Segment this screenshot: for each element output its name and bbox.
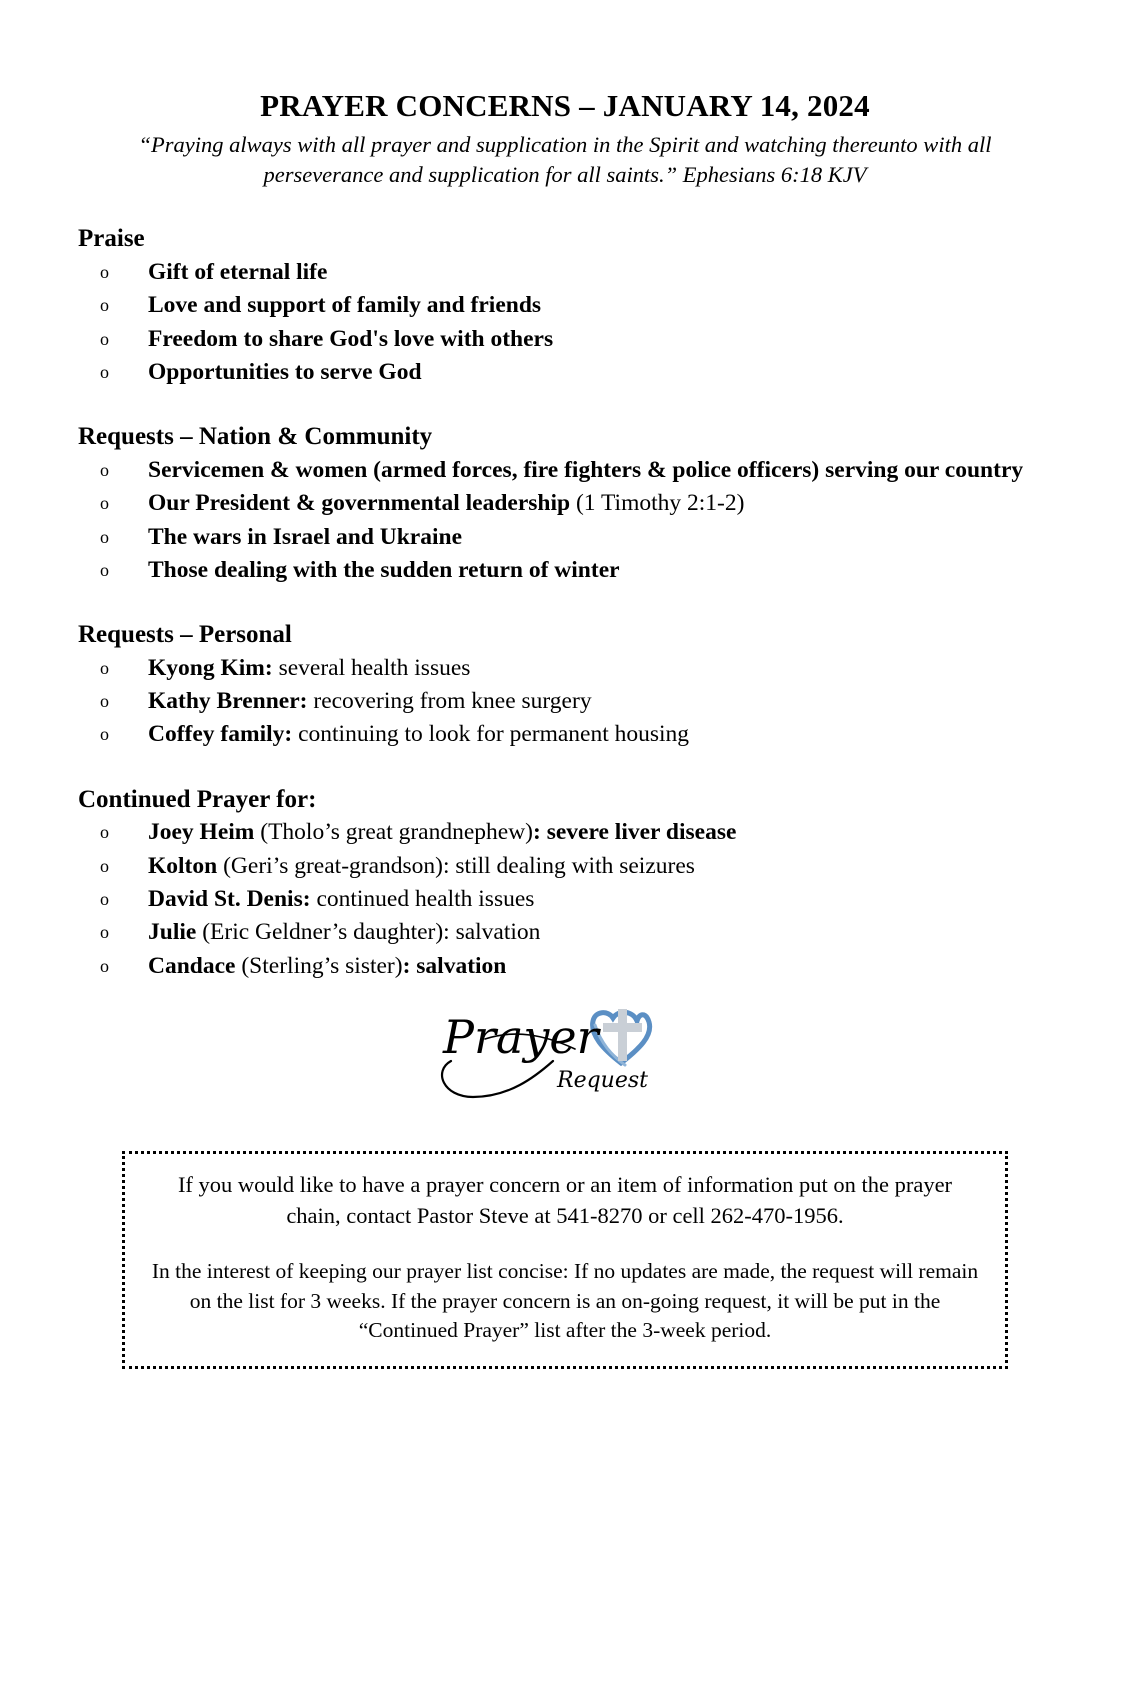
item-tail: : salvation — [402, 952, 507, 979]
circle-bullet-icon: o — [100, 822, 109, 843]
scripture-line-1: “Praying always with all prayer and supplication in the Spirit and watching thereunto with all — [138, 132, 992, 157]
list-item — [0, 454, 1130, 487]
list-item — [0, 256, 1130, 289]
item-detail: (Sterling’s sister) — [235, 952, 403, 979]
circle-bullet-icon: o — [100, 955, 109, 976]
list-item — [0, 289, 1130, 322]
circle-bullet-icon: o — [100, 922, 109, 943]
list-item — [0, 554, 1130, 587]
logo-script-text: Prayer — [443, 1010, 599, 1065]
prayer-request-logo-graphic — [425, 1005, 705, 1115]
list-item — [0, 685, 1130, 718]
notice-box — [122, 1151, 1008, 1369]
item-detail: continuing to look for permanent housing — [292, 721, 690, 748]
page-title: PRAYER CONCERNS – JANUARY 14, 2024 — [260, 88, 870, 123]
circle-bullet-icon: o — [100, 889, 109, 910]
item-main: David St. Denis: — [148, 886, 311, 913]
item-main: Kyong Kim: — [148, 654, 273, 681]
item-main: Freedom to share God's love with others — [148, 325, 554, 352]
section-praise — [0, 225, 1130, 389]
item-main: Servicemen & women (armed forces, fire fighters & police officers) serving our country — [148, 456, 1024, 483]
circle-bullet-icon: o — [100, 493, 109, 514]
section-heading-praise: Praise — [78, 225, 145, 253]
logo-sub-text: Request — [557, 1068, 648, 1094]
circle-bullet-icon: o — [100, 657, 109, 678]
item-main: Those dealing with the sudden return of winter — [148, 556, 620, 583]
item-main: Kolton — [148, 852, 218, 879]
cross-horizontal-icon — [603, 1023, 642, 1032]
item-detail: (1 Timothy 2:1-2) — [570, 490, 745, 517]
section-heading-nation-community: Requests – Nation & Community — [78, 423, 433, 451]
list-item — [0, 521, 1130, 554]
personal-list — [0, 652, 1130, 752]
circle-bullet-icon: o — [100, 361, 109, 382]
notice-paragraph-contact: If you would like to have a prayer concern or an item of information put on the prayer chain, contact Pastor Steve at 541-8270 or cell 262-470-1956. — [177, 1172, 953, 1228]
item-main: Kathy Brenner: — [148, 688, 308, 715]
section-heading-personal: Requests – Personal — [78, 621, 292, 649]
circle-bullet-icon: o — [100, 261, 109, 282]
list-item — [0, 652, 1130, 685]
praise-list — [0, 256, 1130, 389]
list-item — [0, 950, 1130, 983]
list-item — [0, 487, 1130, 520]
section-nation-community — [0, 423, 1130, 587]
item-detail: several health issues — [272, 654, 471, 681]
list-item — [0, 718, 1130, 751]
circle-bullet-icon: o — [100, 559, 109, 580]
item-detail: recovering from knee surgery — [307, 688, 592, 715]
scripture-line-2: perseverance and supplication for all saints.” Ephesians 6:18 KJV — [263, 161, 867, 187]
item-detail: (Geri’s great-grandson): still dealing with seizures — [217, 852, 695, 879]
circle-bullet-icon: o — [100, 724, 109, 745]
item-main: Candace — [148, 952, 236, 979]
item-main: Our President & governmental leadership — [148, 490, 571, 517]
nation-community-list — [0, 454, 1130, 587]
item-main: Love and support of family and friends — [148, 292, 542, 319]
item-detail: continued health issues — [310, 886, 535, 913]
notice-paragraph-policy: In the interest of keeping our prayer list concise: If no updates are made, the request will remain on the list for 3 weeks. If the prayer concern is an on-going request, it will be put in the “Continued Prayer” list after the 3-week period. — [151, 1258, 979, 1343]
item-main: Julie — [148, 919, 197, 946]
item-detail: (Eric Geldner’s daughter): salvation — [196, 919, 541, 946]
item-main: Gift of eternal life — [148, 258, 328, 285]
list-item — [0, 850, 1130, 883]
circle-bullet-icon: o — [100, 295, 109, 316]
prayer-request-logo — [0, 1005, 1130, 1115]
list-item — [0, 323, 1130, 356]
section-continued-prayer — [0, 786, 1130, 983]
circle-bullet-icon: o — [100, 691, 109, 712]
circle-bullet-icon: o — [100, 855, 109, 876]
item-tail: : severe liver disease — [533, 819, 737, 846]
logo-flourish-icon — [442, 1061, 553, 1097]
item-main: The wars in Israel and Ukraine — [148, 523, 463, 550]
list-item — [0, 883, 1130, 916]
scripture-quote — [125, 130, 1005, 189]
circle-bullet-icon: o — [100, 526, 109, 547]
item-main: Coffey family: — [148, 721, 293, 748]
item-main: Opportunities to serve God — [148, 358, 422, 385]
circle-bullet-icon: o — [100, 459, 109, 480]
item-detail: (Tholo’s great grandnephew) — [254, 819, 534, 846]
item-main: Joey Heim — [148, 819, 255, 846]
continued-prayer-list — [0, 816, 1130, 983]
list-item — [0, 916, 1130, 949]
circle-bullet-icon: o — [100, 328, 109, 349]
section-personal — [0, 621, 1130, 752]
list-item — [0, 356, 1130, 389]
list-item — [0, 816, 1130, 849]
section-heading-continued-prayer: Continued Prayer for: — [78, 785, 317, 813]
cross-vertical-icon — [618, 1009, 627, 1061]
